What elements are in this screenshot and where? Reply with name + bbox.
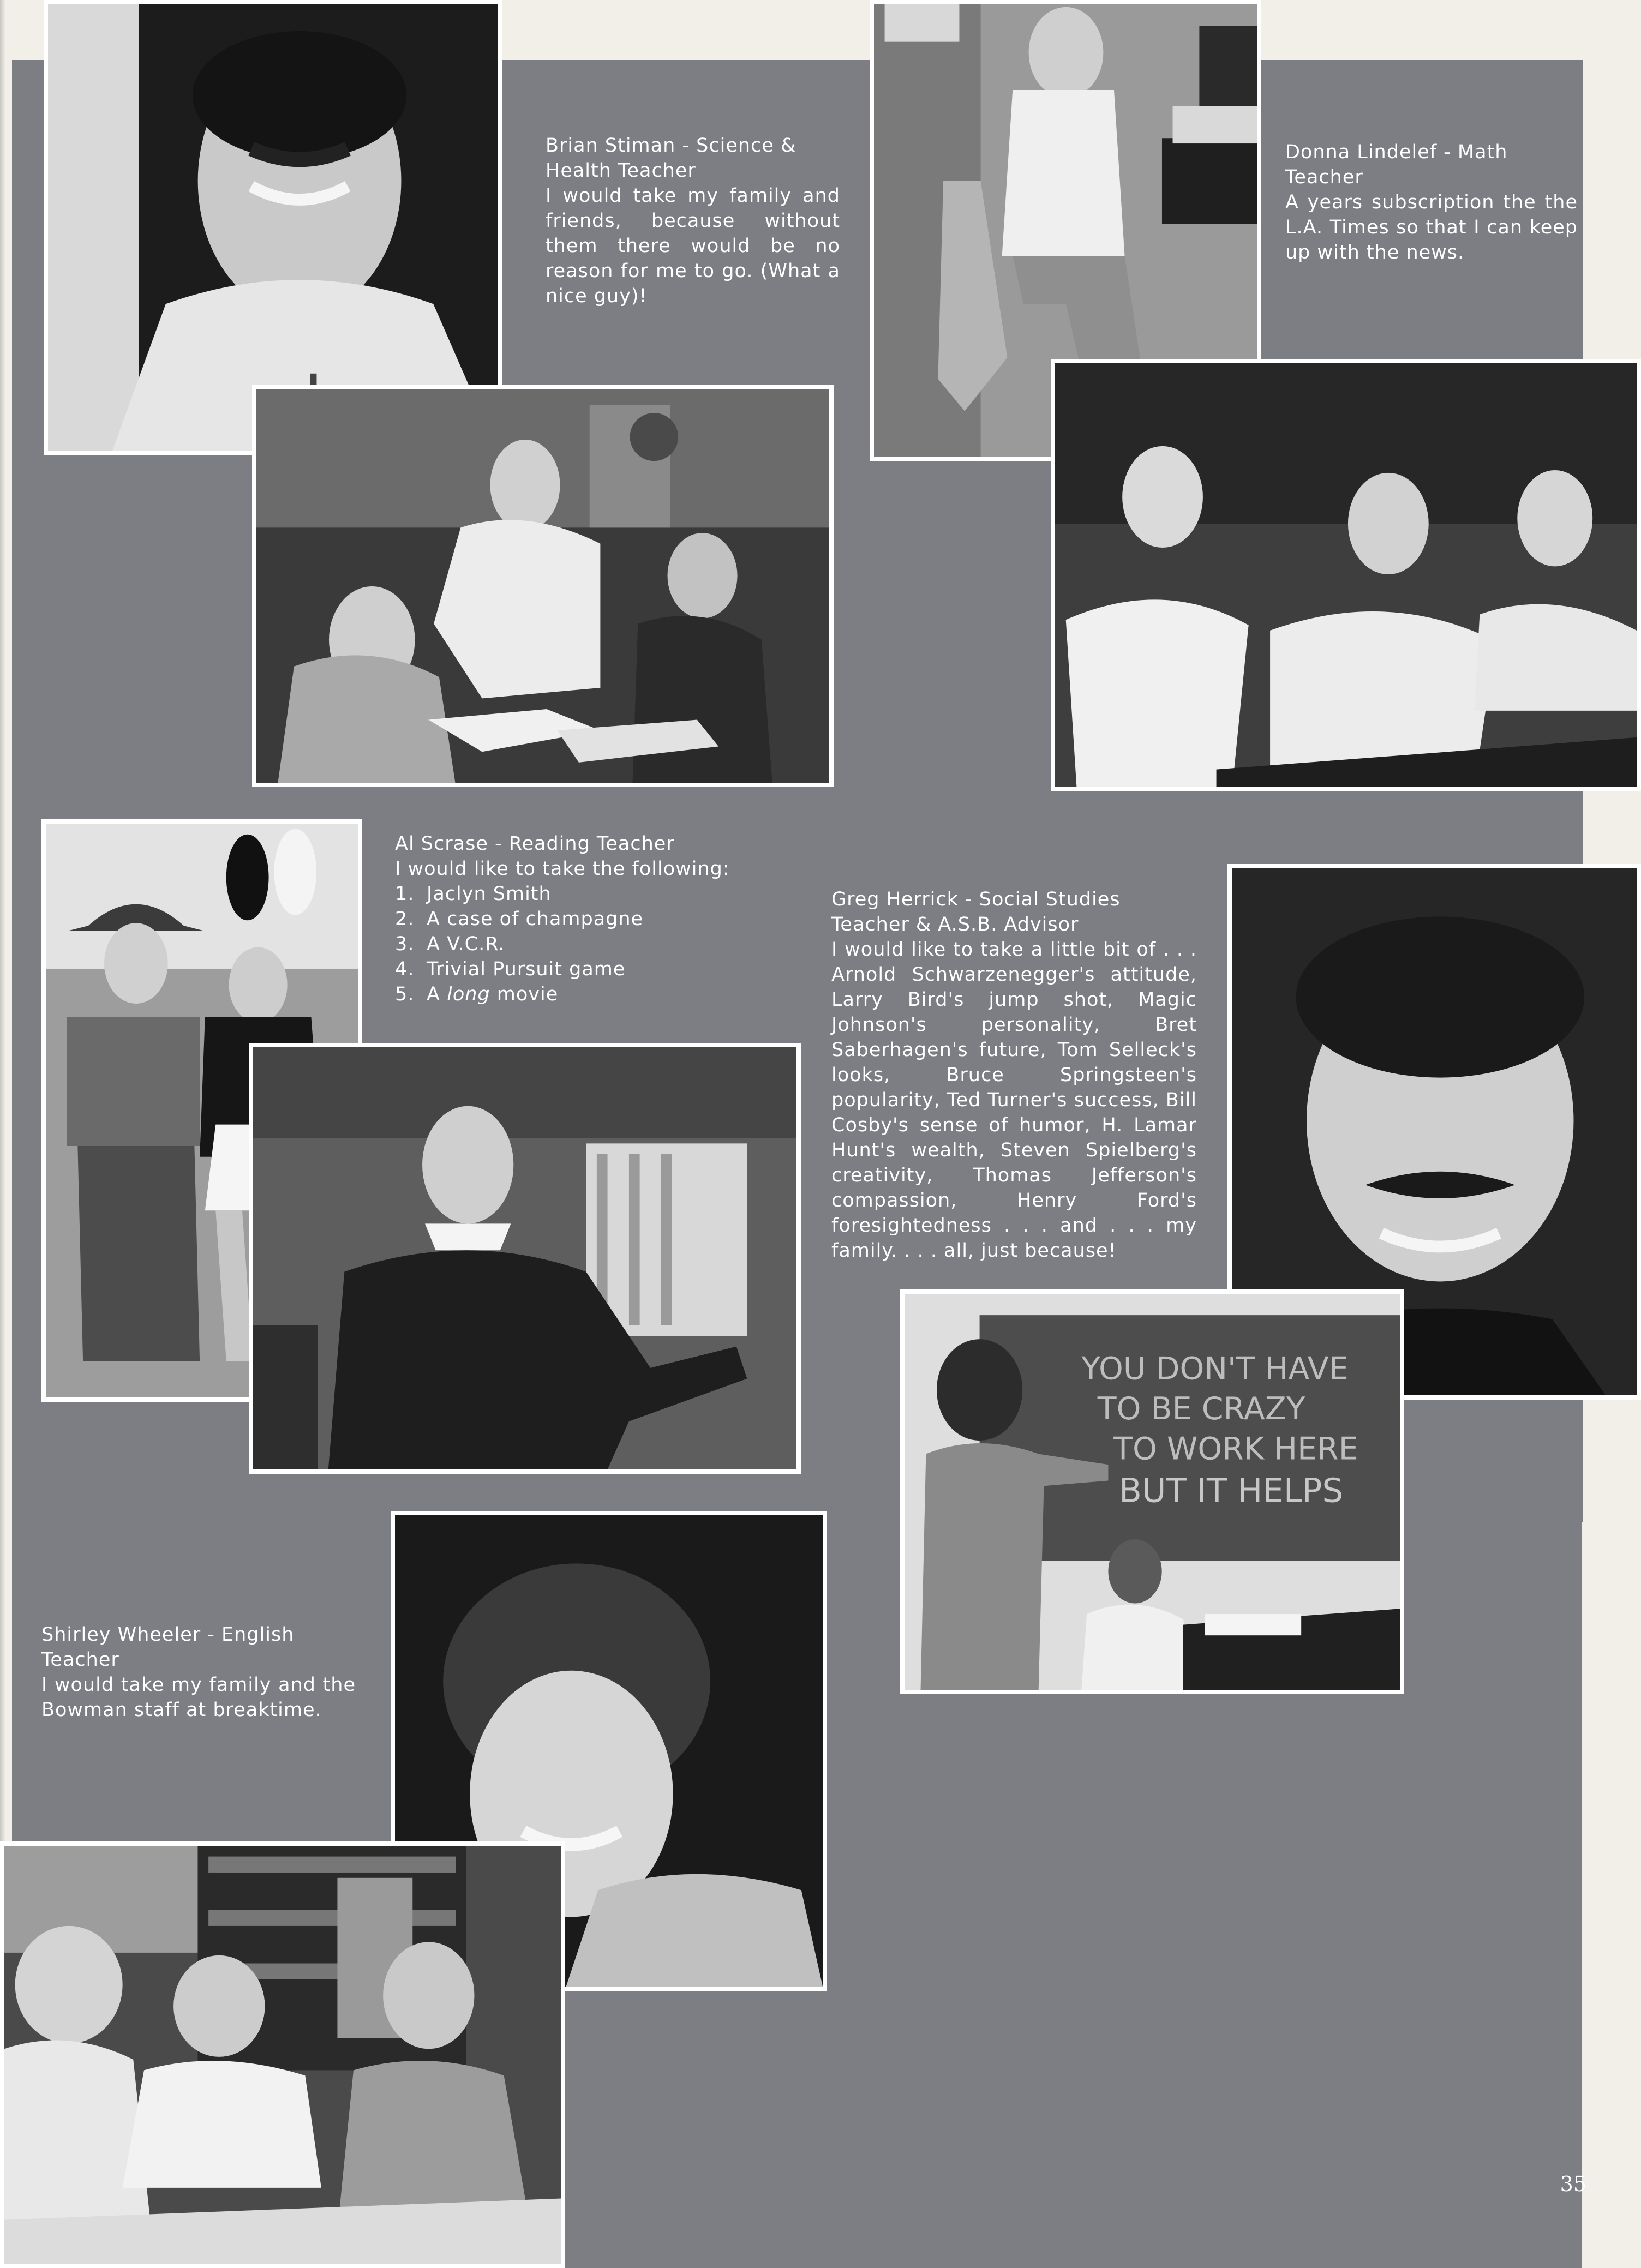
chalkboard-image [905,1294,1400,1690]
caption-name: Greg Herrick - Social Studies Teacher & A.S.B. Advisor [831,889,1121,935]
photo-shirley-with-students [0,1841,565,2268]
list-item: 2. A case of champagne [395,908,644,930]
photo-chalkboard-mascot [900,1289,1404,1694]
caption-al-scrase [395,831,810,1007]
caption-name: Shirley Wheeler - English Teacher [41,1624,295,1671]
chalkboard-line-3: TO WORK HERE [1113,1431,1358,1467]
caption-greg-herrick [831,887,1197,1263]
list-item: 5. A long movie [395,983,559,1005]
caption-body: I would like to take a little bit of . . . Arnold Schwarzenegger's attitude, Larry Bird's jump shot, Magic Johnson's personality, Bret Saberhagen's future, Tom Selleck's looks, Bruce Springsteen's popularity, Ted Turner's success, Bill Cosby's sense of humor, H. Lamar Hunt's wealth, Steven Spielberg's creativity, Thomas Jefferson's compassion, Henry Ford's foresightedness . . . and . . . my family. . . . all, just because! [831,939,1197,1262]
photo-al-scrase-at-desk [249,1043,801,1474]
list-item: 4. Trivial Pursuit game [395,958,626,980]
caption-brian-stiman [546,133,840,309]
students-image [1055,363,1637,787]
photo-donna-with-students [1051,359,1641,791]
emphasis: long [447,983,490,1005]
classroom-image [256,389,829,783]
wish-list [395,881,810,1007]
caption-name: Donna Lindelef - Math Teacher [1285,141,1508,188]
list-item: 1. Jaclyn Smith [395,883,552,905]
caption-body: I would take my family and the Bowman staff at breaktime. [41,1674,356,1721]
list-item: 3. A V.C.R. [395,933,505,955]
library-image [4,1846,561,2264]
caption-body: I would take my family and friends, because without them there would be no reason for me to go. (What a nice guy)! [546,185,840,307]
chalkboard-line-1: YOU DON'T HAVE [1081,1351,1349,1387]
desk-image [253,1047,796,1469]
caption-shirley-wheeler [41,1622,356,1723]
caption-donna-lindelef [1285,140,1578,265]
chalkboard-line-2: TO BE CRAZY [1097,1391,1305,1427]
photo-brian-with-students [252,385,834,787]
caption-name: Brian Stiman - Science & Health Teacher [546,135,796,182]
chalkboard-line-4: BUT IT HELPS [1119,1472,1344,1510]
caption-body: A years subscription the the L.A. Times so that I can keep up with the news. [1285,191,1578,263]
caption-name: Al Scrase - Reading Teacher [395,833,675,855]
page-number: 35 [1560,2172,1586,2196]
caption-intro: I would like to take the following: [395,858,730,880]
